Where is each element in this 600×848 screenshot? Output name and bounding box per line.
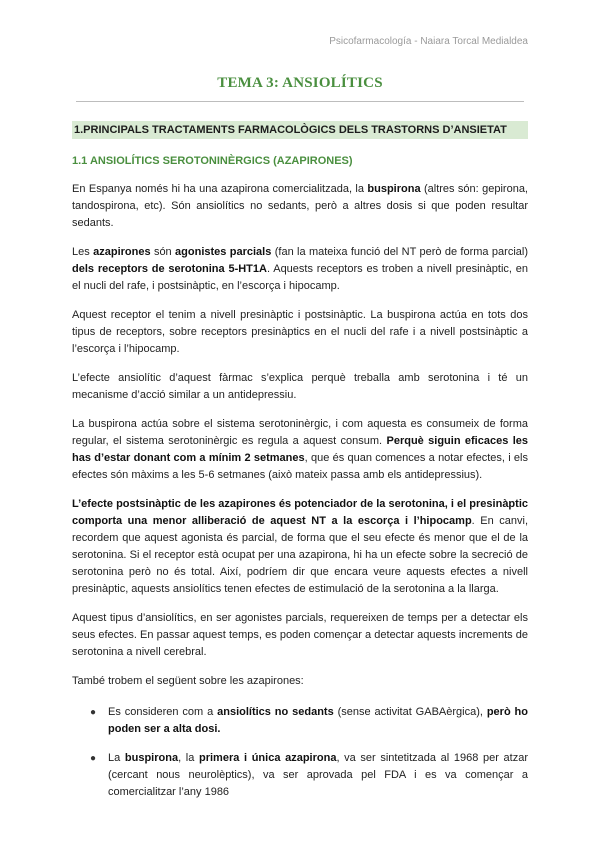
paragraph: També trobem el següent sobre les azapirones: — [72, 675, 304, 687]
title-divider — [76, 101, 524, 102]
bullet-icon: ● — [90, 753, 97, 764]
bullet-list — [72, 704, 528, 801]
paragraph: En Espanya només hi ha una azapirona comercialitzada, la buspirona (altres són: gepirona, tandospirona, etc). Són ansiolítics no sedants, però a altres dosis si que poden resultar sedants. — [72, 183, 528, 229]
list-item: ● La buspirona, la primera i única azapirona, va ser sintetitzada al 1968 per atzar (cercant nous neurolèptics), va ser aprovada pel FDA i es va començar a comercialitzar l’any 1986 — [90, 752, 529, 798]
page-title: TEMA 3: ANSIOLÍTICS — [217, 75, 383, 91]
paragraph: La buspirona actúa sobre el sistema serotoninèrgic, i com aquesta es consumeix de forma regular, el sistema serotoninèrgic es regula a aquest consum. Perquè siguin eficaces les has d’estar donant com a mínim 2 setmanes, que és quan comences a notar efectes, i els efectes són màxims a les 5-6 setmanes (això mateix passa amb els antidepressius). — [72, 418, 528, 481]
bullet-icon: ● — [90, 707, 97, 718]
list-item: ● Es consideren com a ansiolítics no sedants (sense activitat GABAèrgica), però ho poden ser a alta dosi. — [90, 706, 528, 735]
paragraph: Aquest receptor el tenim a nivell presinàptic i postsinàptic. La buspirona actúa en tots dos tipus de receptors, sobre receptors presinàptics en el nucli del rafe i a nivell postsinàptic a l’escorça i l’hipocamp. — [72, 309, 528, 355]
running-header: Psicofarmacología - Naiara Torcal Medialdea — [329, 36, 528, 47]
subsection-heading: 1.1 ANSIOLÍTICS SEROTONINÈRGICS (AZAPIRONES) — [72, 155, 353, 167]
paragraph: L’efecte ansiolític d’aquest fàrmac s’explica perquè treballa amb serotonina i té un mecanisme d’acció similar a un antidepressiu. — [72, 372, 528, 401]
paragraph: Aquest tipus d’ansiolítics, en ser agonistes parcials, requereixen de temps per a detectar els seus efectes. En passar aquest temps, es poden començar a detectar aquests increments de serotonina a nivell cerebral. — [72, 612, 528, 658]
section-heading: 1.PRINCIPALS TRACTAMENTS FARMACOLÒGICS DELS TRASTORNS D’ANSIETAT — [72, 121, 528, 139]
paragraph: L’efecte postsinàptic de les azapirones és potenciador de la serotonina, i el presinàptic comporta una menor alliberació de aquest NT a la escorça i l’hipocamp. En canvi, recordem que aquest agonista és parcial, de forma que el seu efecte és menor que el de la serotonina. Si el receptor està ocupat per una azapirona, hi ha un efecte sobre la secreció de serotonina però no és total. Així, podríem dir que encara veure aquests efectes a nivell presinàptic, aquests ansiolítics tenen efectes de estimulació de la serotonina a la llarga. — [72, 498, 529, 595]
document-body — [72, 121, 528, 813]
paragraph: Les azapirones són agonistes parcials (fan la mateixa funció del NT però de forma parcial) dels receptors de serotonina 5-HT1A. Aquests receptors es troben a nivell presinàptic, en el nucli del rafe, i postsinàptic, en l’escorça i hipocamp. — [72, 246, 528, 292]
